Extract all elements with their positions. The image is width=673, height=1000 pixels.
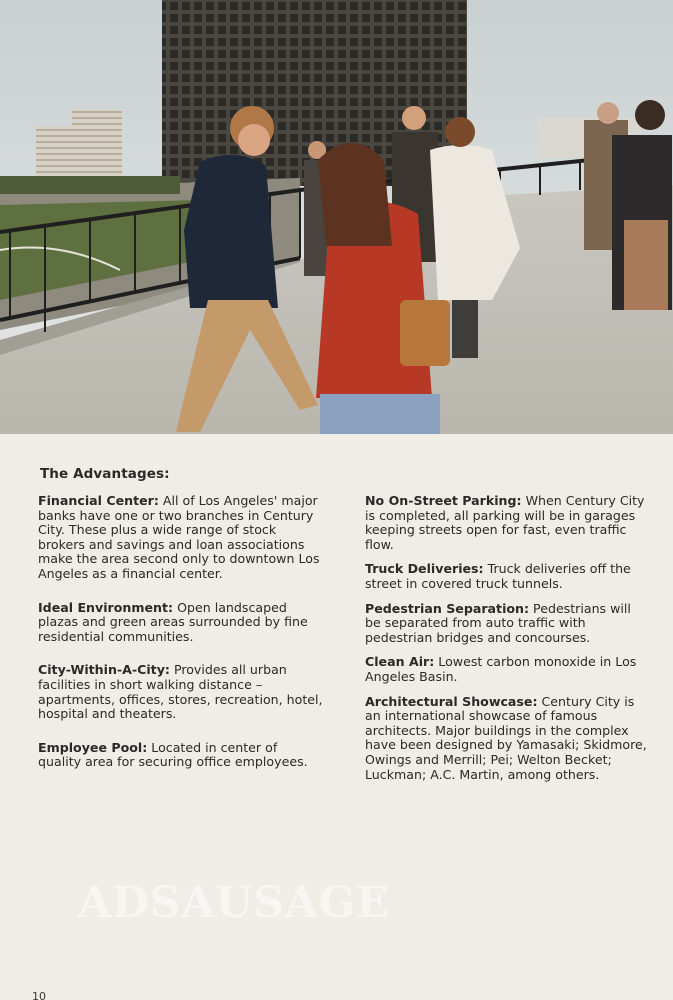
advantage-term: City-Within-A-City: xyxy=(38,662,170,678)
advantage-term: Ideal Environment: xyxy=(38,599,174,615)
pedestrian-bridge-photo xyxy=(0,0,673,434)
section-heading: The Advantages: xyxy=(40,466,170,482)
advantage-text: Located in center of quality area for securing office employees. xyxy=(38,739,308,770)
page-number: 10 xyxy=(32,990,46,1000)
advantage-text: Century City is an international showcase of famous architects. Major buildings in the complex have been designed by Yamasaki; Skidmore, Owings and Merrill; Pei; Welton Becket; Luckman; A.C. Martin, among others. xyxy=(365,693,647,782)
advantage-item xyxy=(365,695,650,783)
advantage-term: Pedestrian Separation: xyxy=(365,600,530,616)
advantage-text: When Century City is completed, all parking will be in garages keeping streets open for fast, even traffic flow. xyxy=(365,493,645,552)
advantages-section xyxy=(0,434,673,1000)
advantage-term: Truck Deliveries: xyxy=(365,561,484,577)
advantage-item xyxy=(365,562,650,591)
advantage-text: Truck deliveries off the street in covered truck tunnels. xyxy=(365,561,631,591)
advantage-item xyxy=(365,655,650,684)
advantage-text: All of Los Angeles' major banks have one or two branches in Century City. These plus a wide range of stock brokers and savings and loan associations make the area second only to downtown Los Angeles as a financial center. xyxy=(38,493,320,581)
advantage-text: Pedestrians will be separated from auto traffic with pedestrian bridges and concourses. xyxy=(365,600,631,645)
advantage-term: Financial Center: xyxy=(38,493,159,508)
advantage-item xyxy=(365,494,650,552)
advantage-text: Provides all urban facilities in short walking distance – apartments, offices, stores, recreation, hotel, hospital and theaters. xyxy=(38,662,323,722)
advantage-text: Lowest carbon monoxide in Los Angeles Basin. xyxy=(365,654,637,684)
advantage-term: Architectural Showcase: xyxy=(365,693,538,709)
advantage-item xyxy=(38,601,324,645)
advantage-item xyxy=(365,602,650,646)
advantage-item xyxy=(38,494,324,582)
advantage-text: Open landscaped plazas and green areas surrounded by fine residential communities. xyxy=(38,599,308,644)
advantage-item xyxy=(38,741,324,770)
advantage-term: No On-Street Parking: xyxy=(365,493,522,508)
left-column xyxy=(38,494,324,789)
advantage-term: Employee Pool: xyxy=(38,739,148,755)
right-column xyxy=(365,494,650,792)
advantage-term: Clean Air: xyxy=(365,654,435,670)
advantage-item xyxy=(38,663,324,721)
watermark: ADSAUSAGE xyxy=(78,878,389,928)
